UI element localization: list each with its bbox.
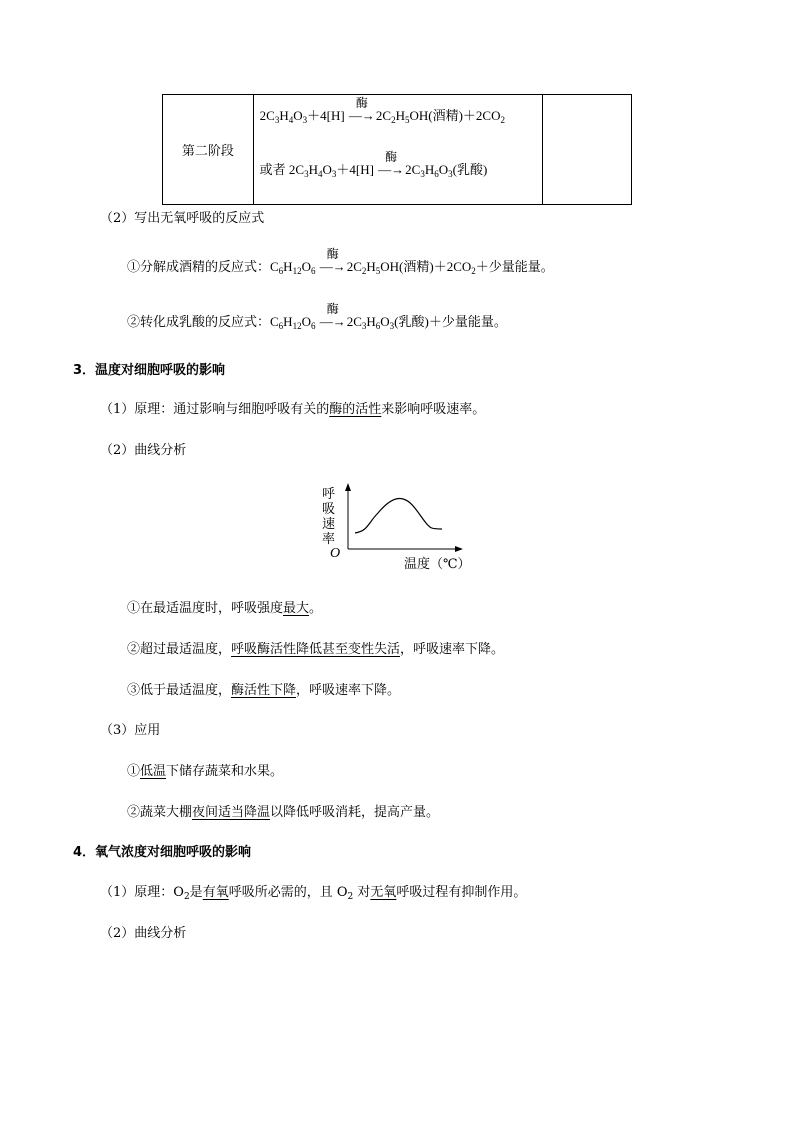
- temperature-section-heading: 3．温度对细胞呼吸的影响: [73, 363, 226, 378]
- stage-equation-alcohol: $2C_3H_4O_3+4[H]$ 酶 $—\to 2C_2H_5OH$(酒精)$+2CO_2$: [259, 96, 505, 125]
- x-axis-arrow: [455, 546, 463, 552]
- temp-point-2: ②超过最适温度，呼吸酶活性降低甚至变性失活，呼吸速率下降。: [127, 642, 505, 657]
- enzyme-arrow: 酶 —→: [378, 150, 405, 177]
- application-2: ②蔬菜大棚夜间适当降温以降低呼吸消耗，提高产量。: [127, 805, 440, 820]
- chart-ylabel: 呼吸速率: [322, 487, 336, 547]
- stage-equation-cell: [253, 95, 543, 205]
- chart-origin: O: [330, 546, 341, 561]
- temperature-principle: （1）原理：通过影响与细胞呼吸有关的酶的活性来影响呼吸速率。: [100, 402, 486, 417]
- enzyme-arrow: 酶 —→: [348, 96, 375, 123]
- application-1: ①低温下储存蔬菜和水果。: [127, 764, 284, 779]
- y-axis-arrow: [345, 483, 351, 491]
- reaction-stage-table: [162, 94, 632, 205]
- oxygen-principle: （1）原理：$O_2$是有氧呼吸所必需的，且 $O_2$ 对无氧呼吸过程有抑制作用。: [100, 885, 527, 902]
- temp-point-1: ①在最适温度时，呼吸强度最大。: [127, 601, 323, 616]
- stage-label: 第二阶段: [181, 144, 234, 159]
- temperature-curve-heading: （2）曲线分析: [100, 443, 187, 458]
- application-heading: （3）应用: [100, 723, 161, 738]
- respiration-curve: [355, 499, 442, 533]
- enzyme-arrow: 酶 —→: [319, 247, 346, 274]
- stage-label-cell: [163, 95, 254, 205]
- enzyme-arrow: 酶 —→: [319, 302, 346, 329]
- chart-xlabel: 温度（℃）: [404, 557, 471, 572]
- temp-point-3: ③低于最适温度，酶活性下降，呼吸速率下降。: [127, 683, 401, 698]
- oxygen-section-heading: 4．氧气浓度对细胞呼吸的影响: [73, 845, 252, 860]
- stage-equation-lactic: 或者 $2C_3H_4O_3+4[H]$ 酶 $—\to 2C_3H_6O_3$(乳酸): [259, 150, 488, 179]
- alcohol-equation: ①分解成酒精的反应式：$C_6H_{12}O_6$ 酶 $—\to 2C_2H_5OH$(酒精)$+2CO_2+$少量能量。: [127, 247, 554, 276]
- oxygen-curve-heading: （2）曲线分析: [100, 926, 187, 941]
- stage-energy-cell: [543, 95, 632, 205]
- lactic-equation: ②转化成乳酸的反应式：$C_6H_{12}O_6$ 酶 $—\to 2C_3H_6O_3$(乳酸)＋少量能量。: [127, 302, 507, 331]
- anaerobic-heading: （2）写出无氧呼吸的反应式: [100, 211, 265, 226]
